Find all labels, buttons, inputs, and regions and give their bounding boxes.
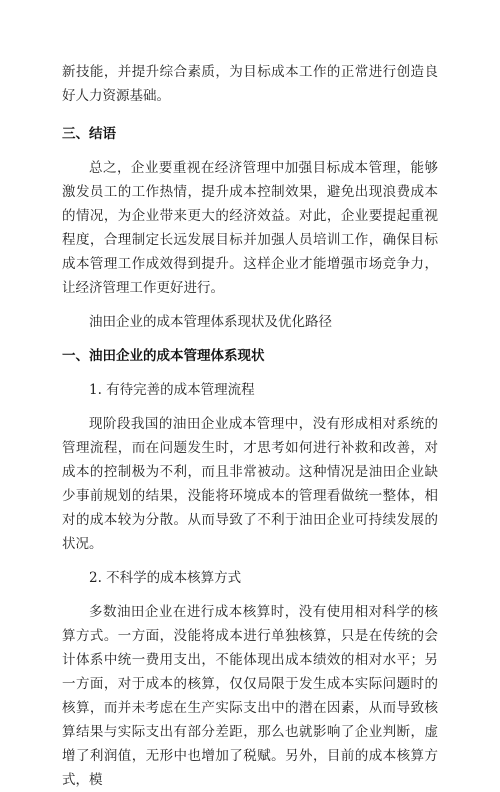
- subsection-1-heading: 1. 有待完善的成本管理流程: [89, 382, 255, 398]
- subsection-2-heading: 2. 不科学的成本核算方式: [89, 570, 242, 586]
- document-page: [62, 60, 438, 792]
- subsection-1-paragraph: 现阶段我国的油田企业成本管理中，没有形成相对系统的管理流程，而在问题发生时，才思考如何进行补救和改善，对成本的控制极为不利，而且非常被动。这种情况是油田企业缺少事前规划的结果，没能将环境成本的管理看做统一整体，相对的成本较为分散。从而导致了不利于油田企业可持续发展的状况。: [62, 416, 438, 552]
- conclusion-heading: 三、结语: [62, 126, 116, 142]
- intro-paragraph: 新技能，并提升综合素质，为目标成本工作的正常进行创造良好人力资源基础。: [62, 64, 438, 104]
- subsection-2-paragraph: 多数油田企业在进行成本核算时，没有使用相对科学的核算方式。一方面，没能将成本进行单独核算，只是在传统的会计体系中统一费用支出，不能体现出成本绩效的相对水平；另一方面，对于成本的核算，仅仅局限于发生成本实际问题时的核算，而并未考虑在生产实际支出中的潜在因素，从而导致核算结果与实际支出有部分差距，那么也就影响了企业判断，虚增了利润值，无形中也增加了税赋。另外，目前的成本核算方式，模: [62, 604, 438, 788]
- conclusion-paragraph: 总之，企业要重视在经济管理中加强目标成本管理，能够激发员工的工作热情，提升成本控制效果，避免出现浪费成本的情况，为企业带来更大的经济效益。对此，企业要提起重视程度，合理制定长远发展目标并加强人员培训工作，确保目标成本管理工作成效得到提升。这样企业才能增强市场竞争力，让经济管理工作更好进行。: [62, 160, 438, 296]
- article-title: 油田企业的成本管理体系现状及优化路径: [89, 314, 332, 330]
- section-1-heading: 一、油田企业的成本管理体系现状: [62, 348, 265, 364]
